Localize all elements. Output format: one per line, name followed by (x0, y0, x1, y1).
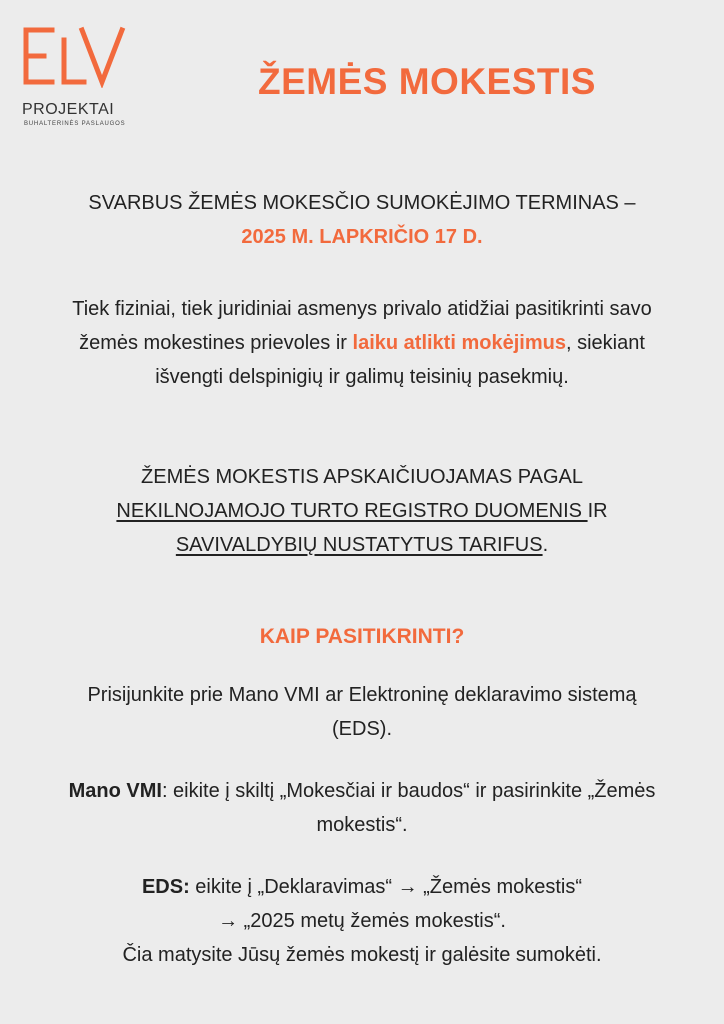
obligation-highlight: laiku atlikti mokėjimus (352, 332, 566, 354)
mano-vmi-text: : eikite į skiltį „Mokesčiai ir baudos“ ir pasirinkite „Žemės mokestis“. (161, 780, 656, 836)
deadline-date: 2025 M. LAPKRIČIO 17 D. (241, 226, 483, 248)
calculation-and: IR (587, 500, 608, 522)
deadline-section (20, 186, 704, 254)
calculation-period: . (542, 534, 549, 556)
eds-line-2: → „2025 metų žemės mokestis“. (218, 910, 506, 932)
elv-logo-mark (22, 26, 126, 88)
eds-line-3: Čia matysite Jūsų žemės mokestį ir galėsite sumokėti. (122, 944, 602, 966)
mano-vmi-label: Mano VMI (68, 780, 162, 802)
mano-vmi-instruction (0, 774, 724, 842)
logo-subtitle: BUHALTERINĖS PASLAUGOS (24, 121, 126, 127)
logo-name: PROJEKTAI (22, 101, 115, 118)
eds-line-1: eikite į „Deklaravimas“ → „Žemės mokestis“ (189, 876, 583, 898)
calculation-line: ŽEMĖS MOKESTIS APSKAIČIUOJAMAS PAGAL (141, 466, 583, 488)
page-title: ŽEMĖS MOKESTIS (258, 61, 596, 102)
obligation-paragraph (20, 292, 704, 394)
obligation-text-a: Tiek fiziniai, tiek juridiniai asmenys privalo atidžiai pasitikrinti savo žemės mokestines prievoles ir (72, 298, 652, 354)
howto-intro: Prisijunkite prie Mano VMI ar Elektroninę deklaravimo sistemą (EDS). (87, 684, 637, 740)
howto-heading: KAIP PASITIKRINTI? (259, 625, 465, 648)
eds-instruction (20, 870, 704, 972)
register-data-link: NEKILNOJAMOJO TURTO REGISTRO DUOMENIS (116, 500, 588, 522)
company-logo (22, 26, 132, 127)
obligation-text-b: , siekiant išvengti delspinigių ir galimų teisinių pasekmių. (155, 332, 645, 388)
deadline-line: SVARBUS ŽEMĖS MOKESČIO SUMOKĖJIMO TERMINAS – (88, 192, 636, 214)
eds-label: EDS: (141, 876, 190, 898)
municipal-tariffs-link: SAVIVALDYBIŲ NUSTATYTUS TARIFUS (175, 534, 543, 556)
calculation-section (20, 460, 704, 562)
